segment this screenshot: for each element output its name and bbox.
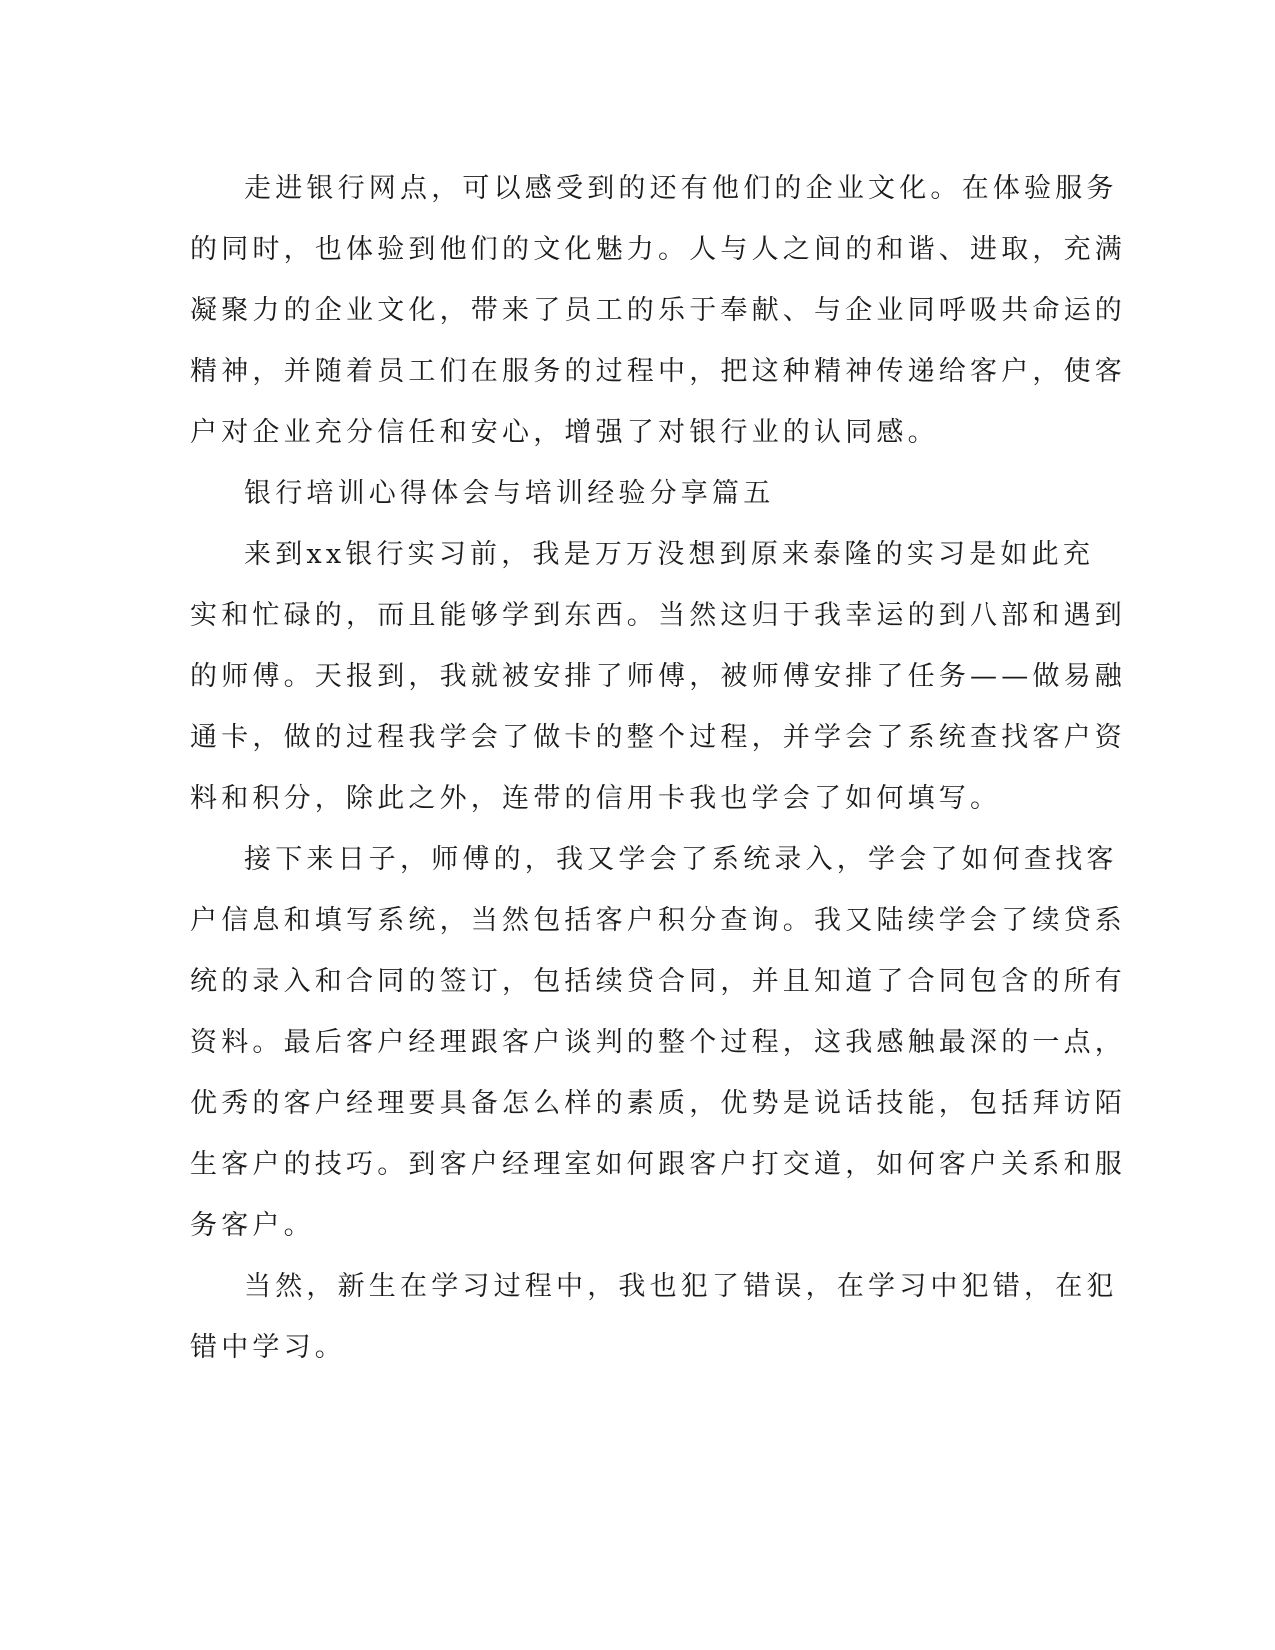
text-line: 优秀的客户经理要具备怎么样的素质，优势是说话技能，包括拜访陌 [190,1088,1126,1119]
text-line: 的师傅。天报到，我就被安排了师傅，被师傅安排了任务——做易融 [190,661,1126,692]
paragraph-following-days [190,829,1126,1256]
paragraph-mistakes [190,1256,1118,1378]
paragraph-corporate-culture [190,158,1126,463]
text-line: 错中学习。 [190,1332,346,1363]
text-line: 通卡，做的过程我学会了做卡的整个过程，并学会了系统查找客户资 [190,722,1126,753]
text-line: 实和忙碌的，而且能够学到东西。当然这归于我幸运的到八部和遇到 [190,600,1126,631]
text-line: 的同时，也体验到他们的文化魅力。人与人之间的和谐、进取，充满 [190,234,1126,265]
text-line: 当然，新生在学习过程中，我也犯了错误，在学习中犯错，在犯 [244,1271,1118,1302]
text-line: 料和积分，除此之外，连带的信用卡我也学会了如何填写。 [190,783,1002,814]
text-line: 户信息和填写系统，当然包括客户积分查询。我又陆续学会了续贷系 [190,905,1126,936]
section-heading [190,463,1080,524]
text-line: 户对企业充分信任和安心，增强了对银行业的认同感。 [190,417,939,448]
text-line: 务客户。 [190,1210,315,1241]
text-line: 走进银行网点，可以感受到的还有他们的企业文化。在体验服务 [244,173,1118,204]
text-line: 统的录入和合同的签订，包括续贷合同，并且知道了合同包含的所有 [190,966,1126,997]
text-line: 来到xx银行实习前，我是万万没想到原来泰隆的实习是如此充 [244,539,1095,570]
paragraph-internship-start [190,524,1126,829]
section-heading-text: 银行培训心得体会与培训经验分享篇五 [244,478,775,509]
text-line: 资料。最后客户经理跟客户谈判的整个过程，这我感触最深的一点， [190,1027,1126,1058]
text-line: 生客户的技巧。到客户经理室如何跟客户打交道，如何客户关系和服 [190,1149,1126,1180]
document-body [190,158,1126,1378]
text-line: 凝聚力的企业文化，带来了员工的乐于奉献、与企业同呼吸共命运的 [190,295,1126,326]
text-line: 精神，并随着员工们在服务的过程中，把这种精神传递给客户，使客 [190,356,1126,387]
text-line: 接下来日子，师傅的，我又学会了系统录入，学会了如何查找客 [244,844,1118,875]
